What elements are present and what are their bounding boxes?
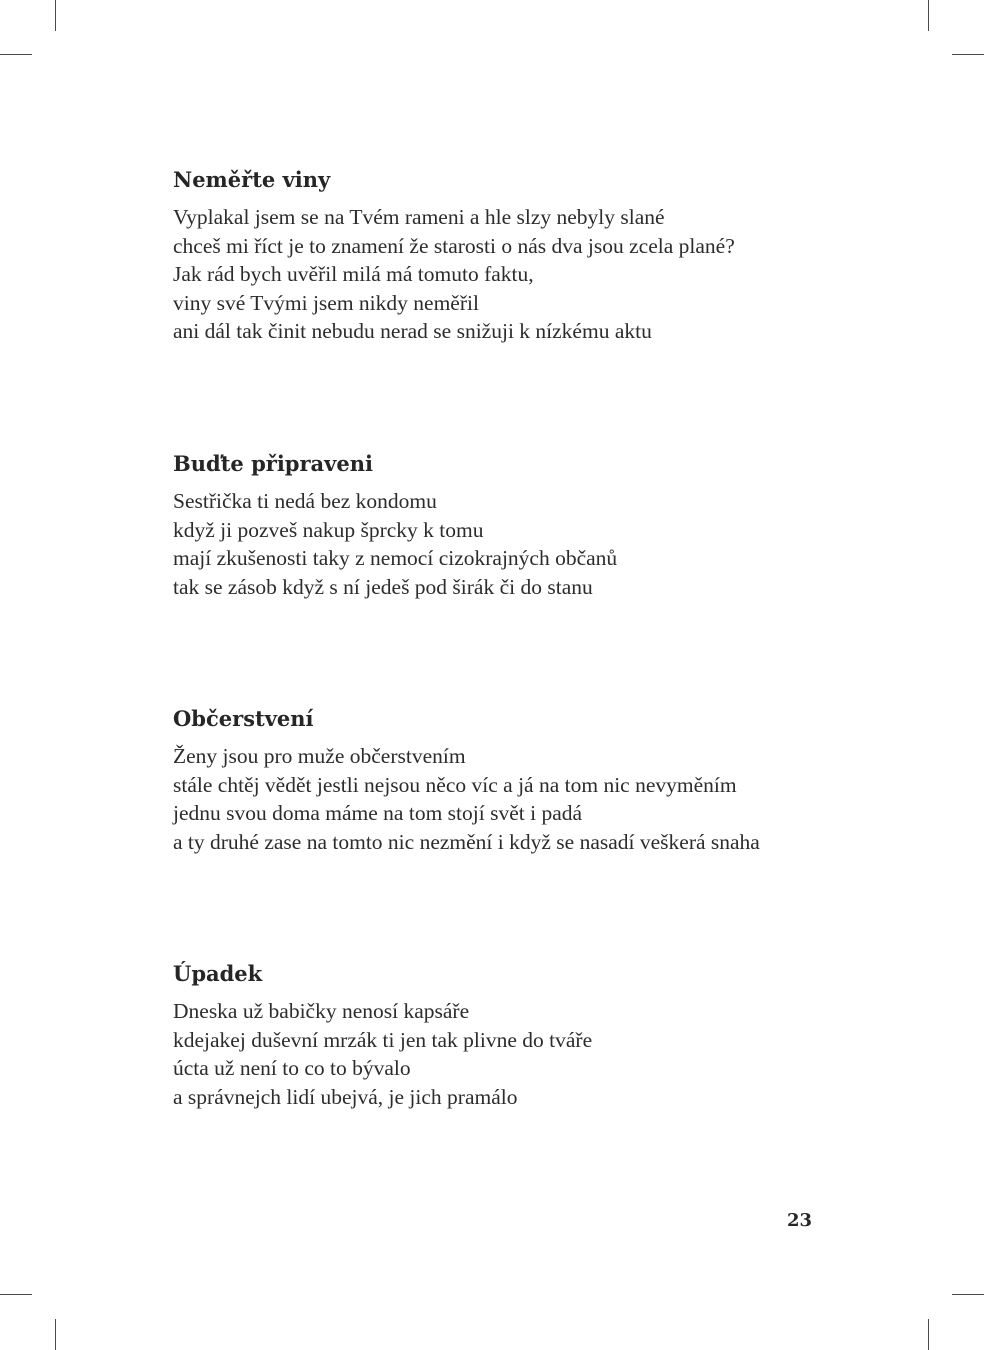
poem-nemerte-viny <box>173 166 873 346</box>
crop-mark-top-right-vertical <box>928 0 929 31</box>
poem-title: Neměřte viny <box>173 167 331 192</box>
poem-line: Sestřička ti nedá bez kondomu <box>173 489 437 513</box>
crop-mark-bottom-right-vertical <box>928 1319 929 1350</box>
poem-upadek <box>173 960 873 1111</box>
poem-line: chceš mi říct je to znamení že starosti o nás dva jsou zcela plané? <box>173 233 735 258</box>
poem-obcerstveni <box>173 705 873 856</box>
poem-line: stále chtěj vědět jestli nejsou něco víc a já na tom nic nevyměním <box>173 772 737 797</box>
poem-line: Ženy jsou pro muže občerstvením <box>173 744 466 768</box>
poem-line: tak se zásob když s ní jedeš pod širák či do stanu <box>173 574 593 599</box>
crop-mark-top-right-horizontal <box>952 54 984 55</box>
poem-title: Úpadek <box>173 961 263 986</box>
crop-mark-top-left-horizontal <box>0 54 32 55</box>
crop-mark-bottom-left-horizontal <box>0 1294 32 1295</box>
crop-mark-top-left-vertical <box>55 0 56 31</box>
poem-line: mají zkušenosti taky z nemocí cizokrajných občanů <box>173 546 618 570</box>
poem-line: Vyplakal jsem se na Tvém rameni a hle slzy nebyly slané <box>173 205 665 229</box>
poem-line: když ji pozveš nakup šprcky k tomu <box>173 517 484 542</box>
poem-lines <box>173 997 873 1111</box>
poem-title: Buďte připraveni <box>173 451 373 476</box>
poem-line: Dneska už babičky nenosí kapsáře <box>173 999 470 1023</box>
poem-line: úcta už není to co to bývalo <box>173 1056 411 1080</box>
poem-line: a správnejch lidí ubejvá, je jich pramálo <box>173 1084 518 1109</box>
poem-line: a ty druhé zase na tomto nic nezmění i když se nasadí veškerá snaha <box>173 829 760 854</box>
poem-line: ani dál tak činit nebudu nerad se snižuji k nízkému aktu <box>173 319 652 343</box>
poem-line: viny své Tvými jsem nikdy neměřil <box>173 290 479 315</box>
poem-budte-pripraveni <box>173 450 873 601</box>
crop-mark-bottom-left-vertical <box>55 1319 56 1350</box>
crop-mark-bottom-right-horizontal <box>952 1294 984 1295</box>
poem-line: jednu svou doma máme na tom stojí svět i padá <box>173 801 583 825</box>
poem-lines <box>173 487 873 601</box>
poem-line: Jak rád bych uvěřil milá má tomuto faktu, <box>173 262 534 286</box>
page-number: 23 <box>786 1210 812 1231</box>
poem-title: Občerstvení <box>173 706 314 731</box>
poem-lines <box>173 203 873 346</box>
poem-line: kdejakej duševní mrzák ti jen tak plivne do tváře <box>173 1027 593 1052</box>
poem-lines <box>173 742 873 856</box>
